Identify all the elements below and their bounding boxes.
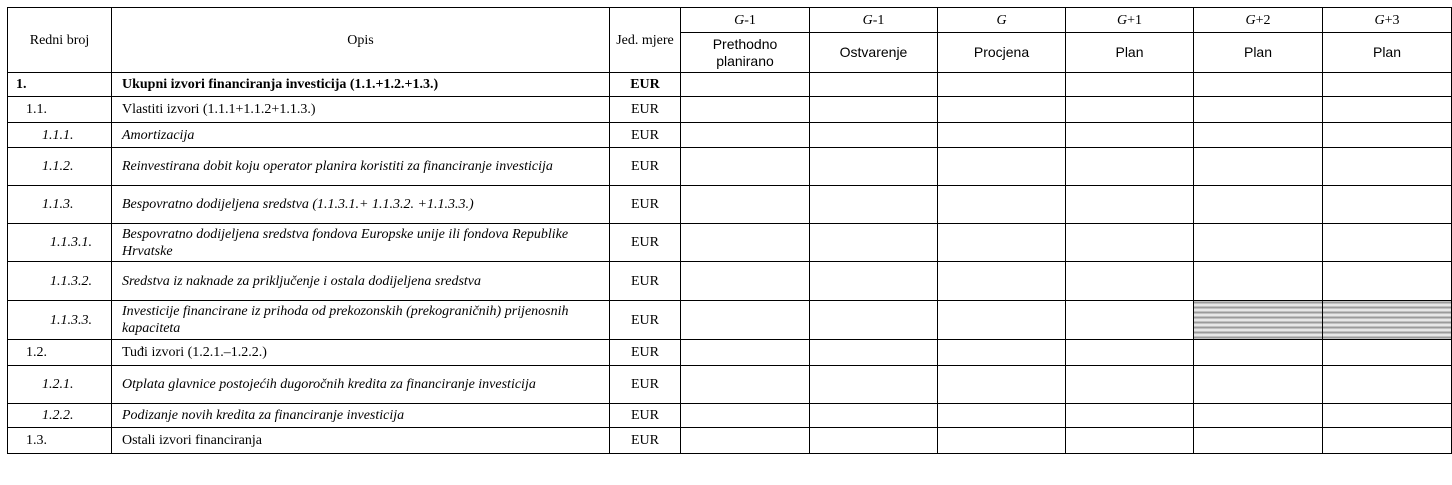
value-cell[interactable]	[810, 97, 938, 123]
period-g: G	[1245, 12, 1256, 28]
value-cell[interactable]	[1194, 123, 1323, 148]
value-cell[interactable]	[1066, 97, 1194, 123]
value-cell[interactable]	[681, 404, 810, 428]
value-cell[interactable]	[1194, 224, 1323, 262]
row-unit: EUR	[610, 404, 681, 428]
period-g: G	[1374, 12, 1385, 28]
row-number: 1.1.1.	[8, 123, 112, 148]
value-cell[interactable]	[681, 148, 810, 186]
row-description: Vlastiti izvori (1.1.1+1.1.2+1.1.3.)	[112, 97, 610, 123]
header-period-label-3: Plan	[1066, 33, 1194, 73]
row-description: Investicije financirane iz prihoda od prekozonskih (prekograničnih) prijenosnih kapaciteta	[112, 301, 610, 340]
table-row	[8, 186, 1452, 224]
row-number: 1.	[8, 73, 112, 97]
header-period-5	[1323, 8, 1452, 33]
row-description: Bespovratno dodijeljena sredstva fondova Europske unije ili fondova Republike Hrvatske	[112, 224, 610, 262]
period-g: G	[1116, 12, 1128, 28]
value-cell[interactable]	[681, 262, 810, 301]
row-description: Ostali izvori financiranja	[112, 428, 610, 454]
value-cell[interactable]	[938, 148, 1066, 186]
row-number: 1.1.3.	[8, 186, 112, 224]
row-description: Sredstva iz naknade za priključenje i ostala dodijeljena sredstva	[112, 262, 610, 301]
row-description: Podizanje novih kredita za financiranje investicija	[112, 404, 610, 428]
period-suffix: -1	[872, 12, 885, 28]
header-period-3	[1066, 8, 1194, 33]
period-g: G	[734, 12, 745, 28]
value-cell[interactable]	[681, 123, 810, 148]
row-unit: EUR	[610, 262, 681, 301]
header-period-4	[1194, 8, 1323, 33]
value-cell[interactable]	[1194, 428, 1323, 454]
value-cell[interactable]	[1066, 186, 1194, 224]
table-header	[8, 8, 1452, 73]
row-description: Ukupni izvori financiranja investicija (1.1.+1.2.+1.3.)	[112, 73, 610, 97]
table-row	[8, 301, 1452, 340]
row-unit: EUR	[610, 97, 681, 123]
value-cell[interactable]	[1323, 404, 1452, 428]
value-cell[interactable]	[938, 404, 1066, 428]
header-period-label-1: Ostvarenje	[810, 33, 938, 73]
value-cell[interactable]	[1323, 262, 1452, 301]
value-cell[interactable]	[681, 366, 810, 404]
row-number: 1.2.1.	[8, 366, 112, 404]
value-cell[interactable]	[938, 97, 1066, 123]
value-cell[interactable]	[810, 148, 938, 186]
row-number: 1.1.3.2.	[8, 262, 112, 301]
row-description: Otplata glavnice postojećih dugoročnih kredita za financiranje investicija	[112, 366, 610, 404]
value-cell[interactable]	[1066, 123, 1194, 148]
value-cell[interactable]	[681, 73, 810, 97]
value-cell[interactable]	[1194, 186, 1323, 224]
row-number: 1.2.2.	[8, 404, 112, 428]
value-cell[interactable]	[1066, 428, 1194, 454]
value-cell[interactable]	[1323, 73, 1452, 97]
period-g: G	[996, 12, 1007, 28]
row-description: Amortizacija	[112, 123, 610, 148]
value-cell[interactable]	[810, 404, 938, 428]
value-cell[interactable]	[1323, 428, 1452, 454]
value-cell[interactable]	[1194, 73, 1323, 97]
value-cell[interactable]	[1066, 366, 1194, 404]
row-unit: EUR	[610, 428, 681, 454]
value-cell[interactable]	[681, 97, 810, 123]
value-cell[interactable]	[1323, 123, 1452, 148]
value-cell[interactable]	[1066, 262, 1194, 301]
row-description: Bespovratno dodijeljena sredstva (1.1.3.1.+ 1.1.3.2. +1.1.3.3.)	[112, 186, 610, 224]
table-row	[8, 262, 1452, 301]
value-cell[interactable]	[1066, 224, 1194, 262]
row-unit: EUR	[610, 123, 681, 148]
header-period-0	[681, 8, 810, 33]
value-cell[interactable]	[810, 262, 938, 301]
value-cell[interactable]	[938, 340, 1066, 366]
period-suffix: +1	[1127, 12, 1143, 28]
header-period-label-2: Procjena	[938, 33, 1066, 73]
value-cell[interactable]	[938, 123, 1066, 148]
value-cell[interactable]	[1194, 262, 1323, 301]
value-cell[interactable]	[810, 428, 938, 454]
header-period-label-0: Prethodno planirano	[681, 33, 810, 73]
value-cell[interactable]	[938, 366, 1066, 404]
value-cell[interactable]	[938, 262, 1066, 301]
investment-financing-table	[7, 7, 1452, 454]
value-cell[interactable]	[810, 186, 938, 224]
value-cell[interactable]	[938, 224, 1066, 262]
table-row	[8, 224, 1452, 262]
row-number: 1.2.	[8, 340, 112, 366]
value-cell[interactable]	[1066, 340, 1194, 366]
value-cell[interactable]	[1066, 148, 1194, 186]
value-cell[interactable]	[938, 428, 1066, 454]
table-row	[8, 148, 1452, 186]
value-cell[interactable]	[1323, 340, 1452, 366]
row-unit: EUR	[610, 148, 681, 186]
value-cell[interactable]	[1323, 148, 1452, 186]
value-cell[interactable]	[681, 224, 810, 262]
table-row	[8, 123, 1452, 148]
value-cell[interactable]	[810, 123, 938, 148]
value-cell[interactable]	[810, 301, 938, 340]
value-cell[interactable]	[1194, 404, 1323, 428]
value-cell[interactable]	[810, 340, 938, 366]
row-unit: EUR	[610, 340, 681, 366]
header-period-label-4: Plan	[1194, 33, 1323, 73]
row-unit: EUR	[610, 224, 681, 262]
row-unit: EUR	[610, 301, 681, 340]
row-number: 1.1.2.	[8, 148, 112, 186]
value-cell[interactable]	[1066, 73, 1194, 97]
period-suffix: -1	[744, 12, 756, 28]
value-cell[interactable]	[1323, 366, 1452, 404]
table-row	[8, 73, 1452, 97]
value-cell[interactable]	[1194, 97, 1323, 123]
row-unit: EUR	[610, 186, 681, 224]
row-number: 1.1.3.3.	[8, 301, 112, 340]
header-description: Opis	[112, 8, 610, 73]
table-row	[8, 97, 1452, 123]
value-cell[interactable]	[1066, 301, 1194, 340]
header-row-number: Redni broj	[8, 8, 112, 73]
period-suffix: +3	[1384, 12, 1400, 28]
value-cell-disabled	[1194, 301, 1323, 340]
value-cell[interactable]	[1323, 224, 1452, 262]
period-suffix: +2	[1255, 12, 1271, 28]
value-cell[interactable]	[810, 224, 938, 262]
value-cell[interactable]	[938, 186, 1066, 224]
row-description: Reinvestirana dobit koju operator planira koristiti za financiranje investicija	[112, 148, 610, 186]
value-cell[interactable]	[1194, 366, 1323, 404]
value-cell[interactable]	[681, 340, 810, 366]
header-period-label-5: Plan	[1323, 33, 1452, 73]
value-cell[interactable]	[681, 301, 810, 340]
value-cell-disabled	[1323, 301, 1452, 340]
table-row	[8, 340, 1452, 366]
value-cell[interactable]	[1194, 148, 1323, 186]
row-number: 1.1.3.1.	[8, 224, 112, 262]
value-cell[interactable]	[1323, 97, 1452, 123]
value-cell[interactable]	[1066, 404, 1194, 428]
value-cell[interactable]	[1194, 340, 1323, 366]
value-cell[interactable]	[810, 73, 938, 97]
table-row	[8, 404, 1452, 428]
period-g: G	[862, 12, 873, 28]
header-period-1	[810, 8, 938, 33]
value-cell[interactable]	[810, 366, 938, 404]
header-unit: Jed. mjere	[610, 8, 681, 73]
value-cell[interactable]	[681, 186, 810, 224]
row-unit: EUR	[610, 366, 681, 404]
value-cell[interactable]	[938, 301, 1066, 340]
header-period-2	[938, 8, 1066, 33]
row-number: 1.1.	[8, 97, 112, 123]
table-row	[8, 428, 1452, 454]
row-unit: EUR	[610, 73, 681, 97]
value-cell[interactable]	[1323, 186, 1452, 224]
table-row	[8, 366, 1452, 404]
row-description: Tuđi izvori (1.2.1.–1.2.2.)	[112, 340, 610, 366]
row-number: 1.3.	[8, 428, 112, 454]
table-body	[8, 73, 1452, 454]
value-cell[interactable]	[938, 73, 1066, 97]
value-cell[interactable]	[681, 428, 810, 454]
